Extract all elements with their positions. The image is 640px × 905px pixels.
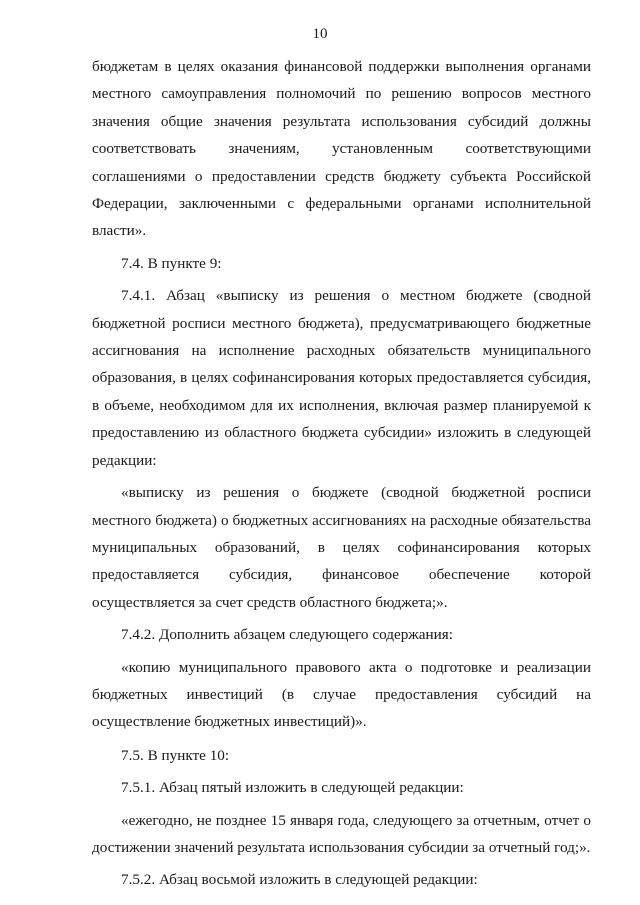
paragraph-quote-1: «выписку из решения о бюджете (сводной бюджетной росписи местного бюджета) о бюджетных ассигнованиях на расходные обязательства муниципальных образований, в целях софинансирования которых предоставляется субсидия, финансовое обеспечение которой осуществляется за счет средств областного бюджета;». xyxy=(92,484,591,611)
paragraph-continuation: бюджетам в целях оказания финансовой поддержки выполнения органами местного самоуправления полномочий по решению вопросов местного значения общие значения результата использования субсидий должны соответствовать значениям, установленным соответствующими соглашениями о предоставлении средств бюджету субъекта Российской Федерации, заключенными с федеральными органами исполнительной власти». xyxy=(92,58,591,240)
paragraph-7-4-2: 7.4.2. Дополнить абзацем следующего содержания: xyxy=(121,626,453,644)
paragraph-quote-2: «копию муниципального правового акта о подготовке и реализации бюджетных инвестиций (в случае предоставления субсидий на осуществление бюджетных инвестиций)». xyxy=(92,658,591,731)
paragraph-7-5-1: 7.5.1. Абзац пятый изложить в следующей редакции: xyxy=(121,779,464,797)
page-number: 10 xyxy=(312,26,328,42)
paragraph-7-4: 7.4. В пункте 9: xyxy=(121,254,222,272)
document-body xyxy=(92,53,591,894)
paragraph-7-4-1: 7.4.1. Абзац «выписку из решения о местном бюджете (сводной бюджетной росписи местного бюджета), предусматривающего бюджетные ассигнования на исполнение расходных обязательств муниципального образования, в целях софинансирования которых предоставляется субсидия, в объеме, необходимом для их исполнения, включая размер планируемой к предоставлению из областного бюджета субсидии» изложить в следующей редакции: xyxy=(92,287,591,469)
paragraph-7-5-2: 7.5.2. Абзац восьмой изложить в следующей редакции: xyxy=(121,871,478,889)
paragraph-7-5: 7.5. В пункте 10: xyxy=(121,746,230,764)
paragraph-quote-3: «ежегодно, не позднее 15 января года, следующего за отчетным, отчет о достижении значений результата использования субсидии за отчетный год;». xyxy=(92,811,591,856)
